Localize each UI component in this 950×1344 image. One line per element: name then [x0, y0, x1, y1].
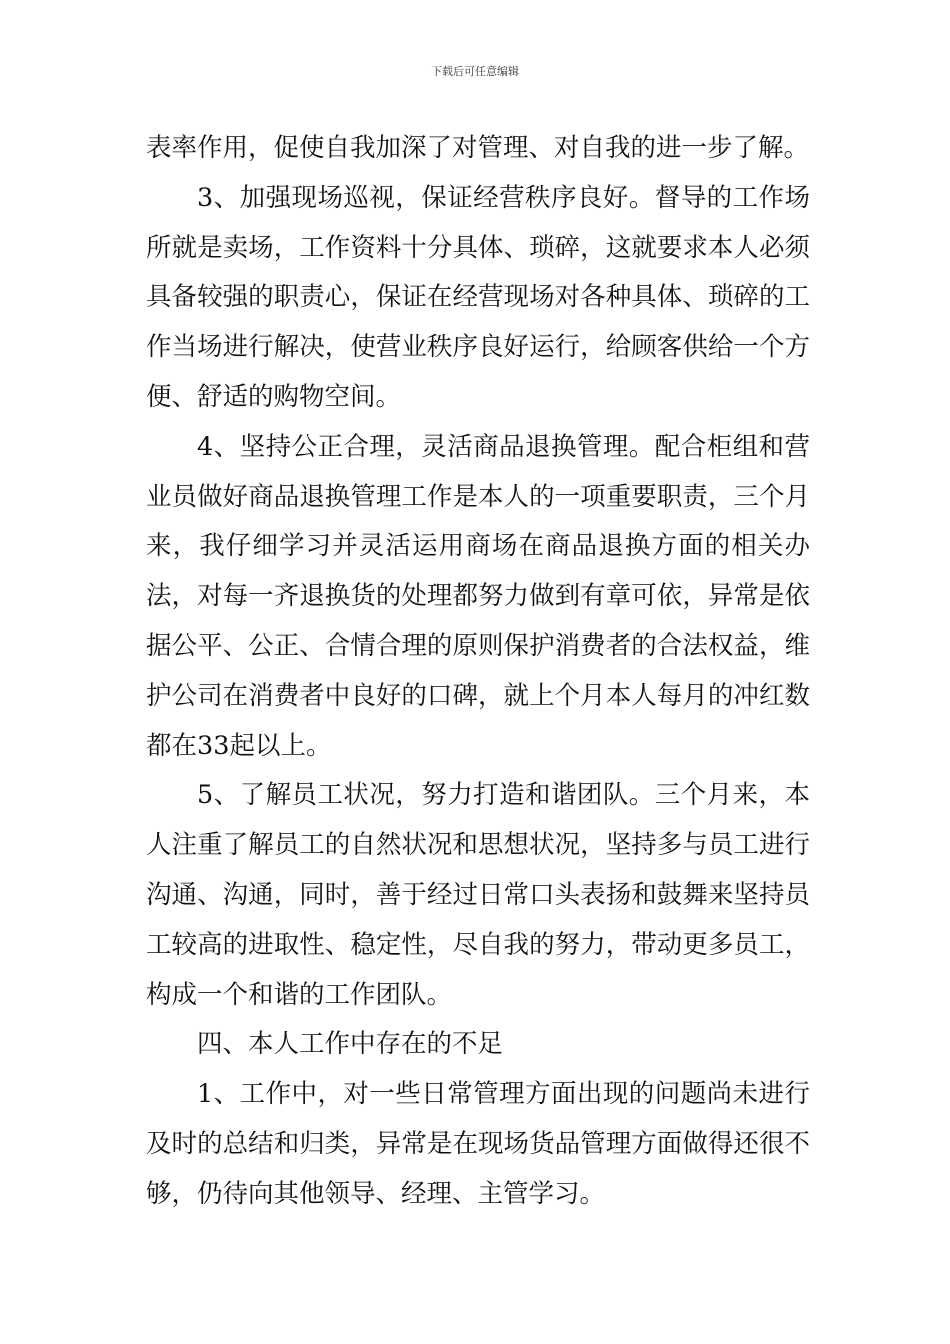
paragraph-item-4: 4、坚持公正合理，灵活商品退换管理。配合柜组和营业员做好商品退换管理工作是本人的一项重要职责，三个月来，我仔细学习并灵活运用商场在商品退换方面的相关办法，对每一齐退换货的处理都努力做到有章可依，异常是依据公平、公正、合情合理的原则保护消费者的合法权益，维护公司在消费者中良好的口碑，就上个月本人每月的冲红数都在33起以上。: [146, 431, 810, 761]
paragraph-continuation: 表率作用，促使自我加深了对管理、对自我的进一步了解。: [146, 133, 810, 163]
document-body: [146, 124, 810, 1220]
section-heading: 四、本人工作中存在的不足: [197, 1029, 504, 1060]
page-header: 下载后可任意编辑: [431, 65, 519, 78]
paragraph-shortcoming-1: 1、工作中，对一些日常管理方面出现的问题尚未进行及时的总结和归类，异常是在现场货品管理方面做得还很不够，仍待向其他领导、经理、主管学习。: [146, 1079, 810, 1209]
paragraph-item-3: 3、加强现场巡视，保证经营秩序良好。督导的工作场所就是卖场，工作资料十分具体、琐碎，这就要求本人必须具备较强的职责心，保证在经营现场对各种具体、琐碎的工作当场进行解决，使营业秩序良好运行，给顾客供给一个方便、舒适的购物空间。: [146, 182, 810, 412]
paragraph-item-5: 5、了解员工状况，努力打造和谐团队。三个月来，本人注重了解员工的自然状况和思想状况，坚持多与员工进行沟通、沟通，同时，善于经过日常口头表扬和鼓舞来坚持员工较高的进取性、稳定性，尽自我的努力，带动更多员工，构成一个和谐的工作团队。: [146, 780, 810, 1010]
